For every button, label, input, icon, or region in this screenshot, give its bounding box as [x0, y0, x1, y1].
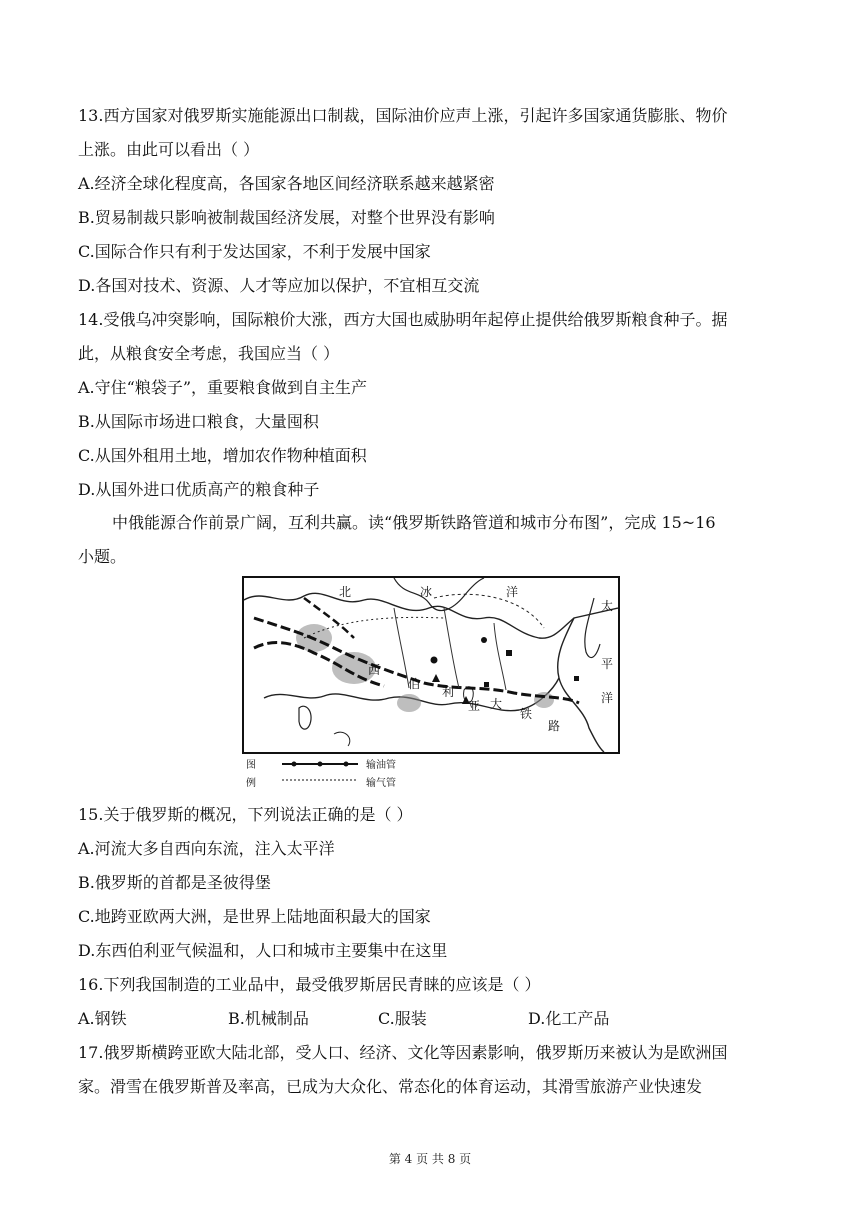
q17-stem-line1: 17.俄罗斯横跨亚欧大陆北部，受人口、经济、文化等因素影响，俄罗斯历来被认为是欧洲国: [78, 1043, 728, 1062]
map-label-li: 利: [442, 685, 455, 699]
q14-option-c: C.从国外租用土地，增加农作物种植面积: [78, 446, 367, 465]
q17-stem-line2: 家。滑雪在俄罗斯普及率高，已成为大众化、常态化的体育运动，其滑雪旅游产业快速发: [78, 1077, 703, 1096]
map-label-ping: 平: [601, 657, 614, 671]
q14-stem-line2: 此，从粮食安全考虑，我国应当（ ）: [78, 344, 340, 363]
legend-symbols: [282, 758, 362, 786]
q15-option-c: C.地跨亚欧两大洲，是世界上陆地面积最大的国家: [78, 907, 431, 926]
q13-option-a: A.经济全球化程度高，各国家各地区间经济联系越来越紧密: [78, 174, 495, 193]
legend-oil-label: 输油管: [366, 760, 396, 771]
legend-li: 例: [246, 778, 256, 789]
q13-option-b: B.贸易制裁只影响被制裁国经济发展，对整个世界没有影响: [78, 208, 495, 227]
q16-option-a: A.钢铁: [78, 1009, 127, 1028]
russia-map-figure: [242, 576, 618, 790]
legend-gas-label: 输气管: [366, 778, 396, 789]
q15-option-b: B.俄罗斯的首都是圣彼得堡: [78, 873, 271, 892]
map-label-yang: 洋: [506, 585, 519, 599]
map-legend: [242, 754, 618, 790]
q13-stem-line1: 13.西方国家对俄罗斯实施能源出口制裁，国际油价应声上涨，引起许多国家通货膨胀、物价: [78, 106, 728, 125]
map-label-tie: 铁: [520, 707, 533, 721]
q15-stem: 15.关于俄罗斯的概况，下列说法正确的是（ ）: [78, 805, 413, 824]
q13-option-d: D.各国对技术、资源、人才等应加以保护，不宜相互交流: [78, 276, 480, 295]
legend-tu: 图: [246, 760, 256, 771]
intro-line1: 中俄能源合作前景广阔，互利共赢。读“俄罗斯铁路管道和城市分布图”，完成 15~16: [112, 513, 716, 532]
q16-option-b: B.机械制品: [228, 1009, 309, 1028]
map-label-bing: 冰: [420, 585, 433, 599]
q14-option-a: A.守住“粮袋子”，重要粮食做到自主生产: [78, 378, 368, 397]
q16-stem: 16.下列我国制造的工业品中，最受俄罗斯居民青睐的应该是（ ）: [78, 975, 541, 994]
map-label-lu: 路: [548, 719, 561, 733]
map-label-tai: 太: [601, 599, 614, 613]
q13-option-c: C.国际合作只有利于发达国家，不利于发展中国家: [78, 242, 431, 261]
q16-option-d: D.化工产品: [528, 1009, 610, 1028]
q14-stem-line1: 14.受俄乌冲突影响，国际粮价大涨，西方大国也威胁明年起停止提供给俄罗斯粮食种子。据: [78, 310, 728, 329]
q15-option-d: D.东西伯利亚气候温和，人口和城市主要集中在这里: [78, 941, 448, 960]
page-footer: 第 4 页 共 8 页: [388, 1152, 472, 1166]
q16-option-c: C.服装: [378, 1009, 427, 1028]
q14-option-d: D.从国外进口优质高产的粮食种子: [78, 480, 320, 499]
map-label-bo: 伯: [408, 677, 421, 691]
map-drawing: [244, 578, 618, 752]
map-label-yang2: 洋: [601, 691, 614, 705]
map-label-ya: 亚: [468, 699, 481, 713]
map-label-bei: 北: [339, 585, 352, 599]
q15-option-a: A.河流大多自西向东流，注入太平洋: [78, 839, 335, 858]
q13-stem-line2: 上涨。由此可以看出（ ）: [78, 140, 260, 159]
map-label-da: 大: [490, 697, 503, 711]
map-label-xi: 西: [368, 663, 381, 677]
intro-line2: 小题。: [78, 547, 127, 566]
q14-option-b: B.从国际市场进口粮食，大量囤积: [78, 412, 319, 431]
russia-map: [242, 576, 620, 754]
